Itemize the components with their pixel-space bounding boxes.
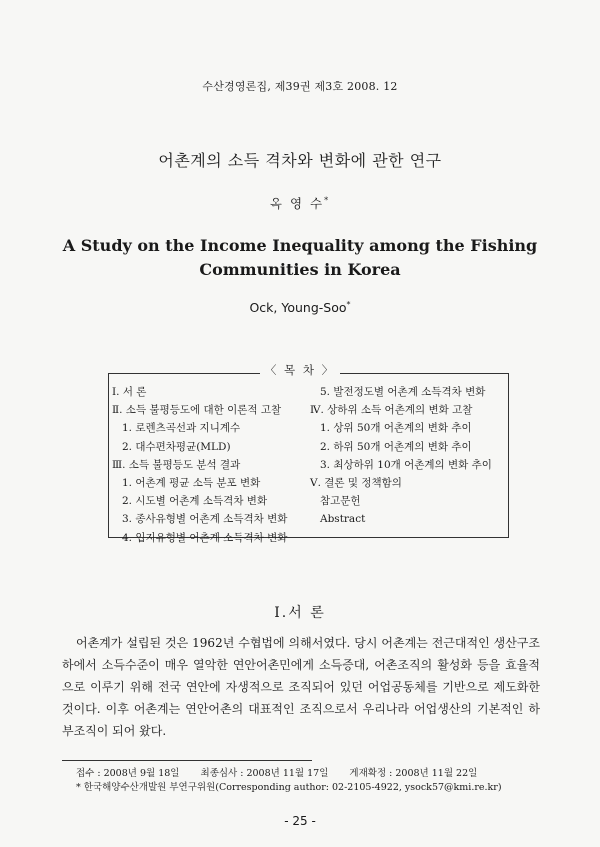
footnote-affiliation: * 한국해양수산개발원 부연구위원(Corresponding author: 02-2105-4922, ysock57@kmi.re.kr) bbox=[76, 782, 502, 793]
review-date: 최종심사 : 2008년 11월 17일 bbox=[200, 768, 329, 779]
toc-item: Ⅳ. 상하위 소득 어촌계의 변화 고찰 bbox=[310, 404, 473, 417]
paper-title-english-line2: Communities in Korea bbox=[199, 260, 401, 279]
toc-item: Ⅰ. 서 론 bbox=[112, 386, 147, 398]
toc-left-column bbox=[112, 383, 312, 547]
toc-item: 5. 발전정도별 어촌계 소득격차 변화 bbox=[320, 386, 486, 398]
body-paragraph: 어촌계가 설립된 것은 1962년 수협법에 의해서였다. 당시 어촌계는 전근대적인 생산구조 하에서 소득수준이 매우 열악한 연안어촌민에게 소득증대, 어촌조직의 활성화 등을 효율적으로 이루기 위해 전국 연안에 자생적으로 조직되어 있던 어업공동체를 기반으로 제도화한 것이다. 이후 어촌계는 연안어촌의 대표적인 조직으로서 우리나라 어업생산의 기본적인 하부조직이 되어 왔다. bbox=[62, 636, 540, 738]
toc-item: 2. 대수편차평균(MLD) bbox=[122, 440, 231, 453]
toc-title: 〈 목 차 〉 bbox=[260, 362, 340, 378]
toc-item: Ⅱ. 소득 불평등도에 대한 이론적 고찰 bbox=[112, 404, 282, 417]
toc-item: Abstract bbox=[320, 513, 366, 526]
toc-item: Ⅲ. 소득 불평등도 분석 결과 bbox=[112, 458, 241, 471]
footnote-divider bbox=[62, 760, 312, 761]
paper-title-korean: 어촌계의 소득 격차와 변화에 관한 연구 bbox=[158, 151, 442, 170]
toc-item: 참고문헌 bbox=[320, 495, 361, 508]
toc-item: 4. 입지유형별 어촌계 소득격차 변화 bbox=[122, 531, 288, 544]
author-english-name: Ock, Young-Soo bbox=[249, 300, 347, 316]
paper-title-english-line1: A Study on the Income Inequality among the Fishing bbox=[62, 236, 538, 255]
section-heading: Ⅰ.서 론 bbox=[274, 605, 326, 621]
journal-citation: 수산경영론집, 제39권 제3호 2008. 12 bbox=[202, 80, 398, 93]
accepted-date: 게재확정 : 2008년 11월 22일 bbox=[349, 768, 478, 779]
toc-item: 1. 로렌츠곡선과 지니계수 bbox=[122, 422, 241, 435]
paper-title-english bbox=[0, 234, 600, 282]
toc-item: 3. 최상하위 10개 어촌계의 변화 추이 bbox=[320, 458, 492, 471]
footnote-dates bbox=[76, 765, 495, 779]
author-mark: * bbox=[324, 195, 331, 205]
toc-item: 2. 하위 50개 어촌계의 변화 추이 bbox=[320, 440, 472, 453]
toc-item: 2. 시도별 어촌계 소득격차 변화 bbox=[122, 495, 268, 508]
author-korean-name: 옥 영 수 bbox=[269, 196, 325, 211]
author-mark: * bbox=[346, 300, 351, 309]
page-number: - 25 - bbox=[284, 814, 316, 828]
toc-item: 1. 상위 50개 어촌계의 변화 추이 bbox=[320, 422, 472, 435]
toc-right-column bbox=[310, 383, 510, 529]
toc-item: Ⅴ. 결론 및 정책함의 bbox=[310, 477, 402, 490]
toc-item: 1. 어촌계 평균 소득 분포 변화 bbox=[122, 477, 261, 490]
author-korean bbox=[0, 194, 600, 212]
received-date: 접수 : 2008년 9월 18일 bbox=[76, 768, 180, 779]
toc-item: 3. 종사유형별 어촌계 소득격차 변화 bbox=[122, 513, 288, 526]
author-english bbox=[0, 300, 600, 315]
